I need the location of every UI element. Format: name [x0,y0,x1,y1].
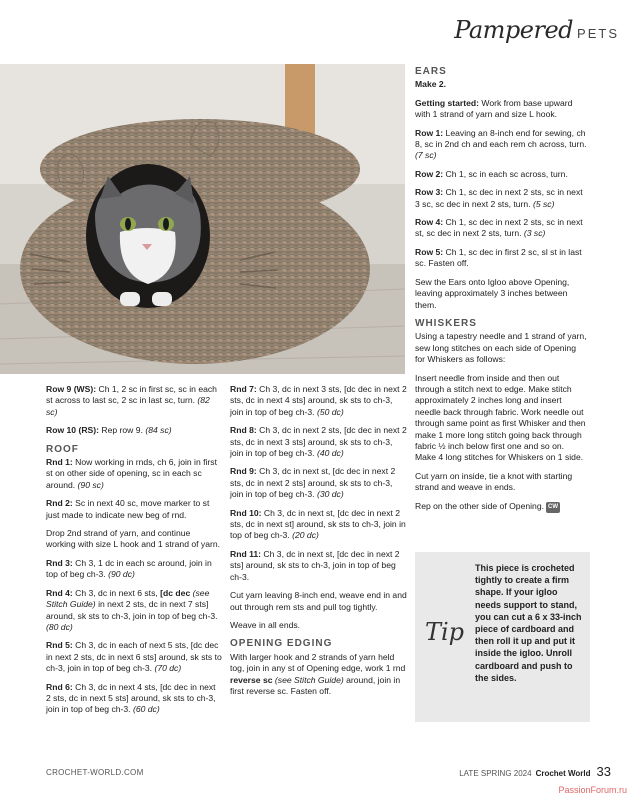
roof-rnd-9: Rnd 9: Ch 3, dc in next st, [dc dec in next 2 sts, dc in next 2 sts] around, sk sts to ch-3, join in top of beg ch-3. (30 dc) [230,466,396,500]
drop-strand-note: Drop 2nd strand of yarn, and continue working with size L hook and 1 strand of yarn. [46,528,221,550]
header-tag: PETS [577,25,619,41]
roof-rnd-1: Rnd 1: Now working in rnds, ch 6, join in first st on other side of opening, sc in each sc around. (90 sc) [46,457,217,490]
footer-site: CROCHET-WORLD.COM [46,768,144,777]
tip-box [415,552,590,722]
row-9: Row 9 (WS): Ch 1, 2 sc in first sc, sc in each st across to last sc, 2 sc in last sc, turn. (82 sc) [46,384,217,417]
ears-row-1: Row 1: Leaving an 8-inch end for sewing, ch 8, sc in 2nd ch and each rem ch across, turn. (7 sc) [415,127,587,161]
roof-rnd-5: Rnd 5: Ch 3, dc in each of next 5 sts, [dc dec in next 2 sts, dc in next 6 sts] around, sk sts to ch-3, join in top of beg ch-3. (70 dc) [46,640,222,674]
ears-row-4: Row 4: Ch 1, sc dec in next 2 sts, sc in next st, sc dec in next 2 sts, turn. (3 sc) [415,217,583,239]
roof-rnd-11: Rnd 11: Ch 3, dc in next st, [dc dec in next 2 sts] around, sk sts to ch-3, join in top of beg ch-3. [230,548,400,582]
footer-issue-date: LATE SPRING 2024 [459,769,532,778]
cw-end-icon: CW [546,502,560,513]
whiskers-intro: Using a tapestry needle and 1 strand of yarn, sew long stitches on each side of Opening for Whiskers as follows: [415,331,587,365]
header-script: Pampered [454,16,574,44]
instructions-column-1 [46,384,222,723]
weave-ends-note: Weave in all ends. [230,619,301,630]
footer-issue [459,764,611,779]
watermark: PassionForum.ru [558,785,627,795]
roof-rnd-4: Rnd 4: Ch 3, dc in next 6 sts, [dc dec (see Stitch Guide) in next 2 sts, dc in next 7 sts] around, sk sts to ch-3, join in top of beg ch-3. (80 dc) [46,587,218,632]
opening-edging-text: With larger hook and 2 strands of yarn held tog, join in any st of Opening edge, work 1 rnd reverse sc (see Stitch Guide) around, join in first reverse sc. Fasten off. [230,651,406,696]
ears-make: Make 2. [415,79,447,90]
whiskers-heading: WHISKERS [415,317,477,329]
instructions-column-3 [415,66,587,520]
roof-heading: ROOF [46,443,79,455]
footer-magazine: Crochet World [535,769,591,778]
ears-getting-started: Getting started: Work from base upward with 1 strand of yarn and size L hook. [415,97,573,120]
tip-text: This piece is crocheted tightly to create a firm shape. If your igloo needs support to stand, you can cut a 6 x 33-inch piece of cardboard and then roll it up and put it inside the igloo. Unroll cardboard and push to the sides. [475,563,582,683]
ears-row-2: Row 2: Ch 1, sc in each sc across, turn. [415,168,568,179]
whiskers-cut: Cut yarn on inside, tie a knot with starting strand and weave in ends. [415,470,573,493]
instructions-column-2 [230,384,408,704]
cat-igloo-photo [0,64,405,374]
roof-rnd-7: Rnd 7: Ch 3, dc in next 3 sts, [dc dec in next 2 sts, dc in next 4 sts] around, sk sts to ch-3, join in top of beg ch-3. (50 dc) [230,384,407,417]
ears-row-3: Row 3: Ch 1, sc dec in next 2 sts, sc in next 3 sc, sc dec in next 2 sts, turn. (5 sc) [415,187,583,209]
roof-rnd-2: Rnd 2: Sc in next 40 sc, move marker to st just made to indicate new beg of rnd. [46,498,210,520]
tip-word: Tip [425,618,465,646]
row-10: Row 10 (RS): Rep row 9. (84 sc) [46,425,172,436]
ears-row-5: Row 5: Ch 1, sc dec in first 2 sc, sl st in last sc. Fasten off. [415,246,582,269]
roof-rnd-8: Rnd 8: Ch 3, dc in next 2 sts, [dc dec in next 2 sts, dc in next 3 sts] around, sk sts to ch-3, join in top of beg ch-3. (40 dc) [230,425,407,459]
ears-heading: EARS [415,66,447,77]
roof-rnd-10: Rnd 10: Ch 3, dc in next st, [dc dec in next 2 sts, dc in next st] around, sk sts to ch-3, join in top of beg ch-3. (20 dc) [230,507,406,541]
whiskers-repeat: Rep on the other side of Opening. CW [415,501,587,513]
page-number: 33 [596,764,611,779]
sew-ears-note: Sew the Ears onto Igloo above Opening, leaving approximately 3 inches between them. [415,276,570,310]
page-header [454,16,619,44]
roof-rnd-3: Rnd 3: Ch 3, 1 dc in each sc around, join in top of beg ch-3. (90 dc) [46,557,212,580]
cut-yarn-note: Cut yarn leaving 8-inch end, weave end in and out through rem sts and pull tog tightly. [230,590,407,612]
whiskers-steps: Insert needle from inside and then out through a stitch next to edge. Make stitch approximately 2 inches long and insert needle back through fabric. Work needle out through same point as first Whisker and then make 1 more long stitch going back through fabric ½ inch below first one and so on. Make 4 long stitches for Whiskers on 1 side. [415,372,586,463]
opening-edging-heading: OPENING EDGING [230,638,333,650]
roof-rnd-6: Rnd 6: Ch 3, dc in next 4 sts, [dc dec in next 2 sts, dc in next 5 sts] around, sk sts to ch-3, join in top of beg ch-3. (60 dc) [46,681,216,715]
